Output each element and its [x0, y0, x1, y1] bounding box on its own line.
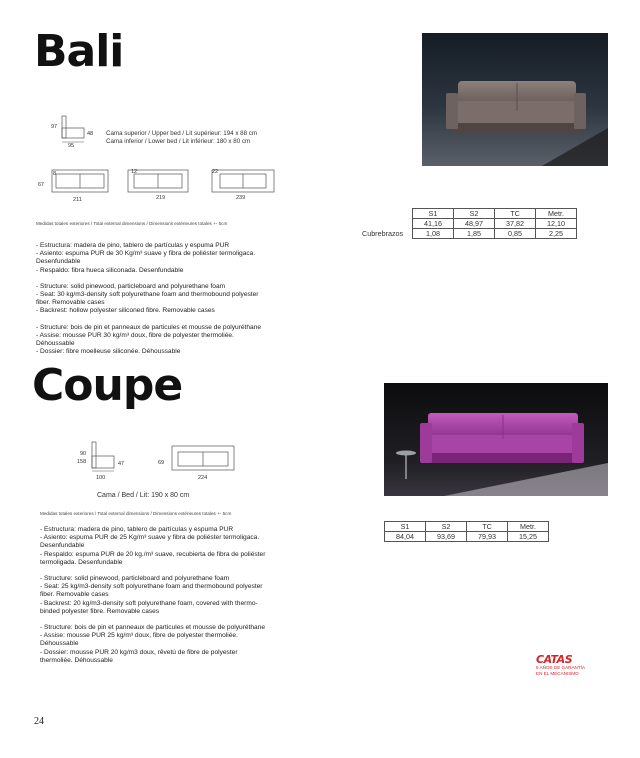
coupe-side-height-bed: 158: [77, 459, 87, 465]
coupe-front-height: 69: [158, 460, 165, 466]
price-header: S1: [385, 522, 426, 532]
price-cell: 15,25: [508, 532, 549, 542]
catas-badge: [536, 654, 606, 677]
desc-line: - Backrest: 20 kg/m3-density soft polyurethane foam, covered with thermo-: [40, 599, 258, 607]
price-cell: 41,16: [413, 219, 454, 229]
bali-front-height: 67: [38, 182, 45, 188]
bali-front-diagrams: [48, 166, 278, 196]
desc-line: - Estructura: madera de pino, tablero de partículas y espuma PUR: [40, 526, 234, 533]
desc-line: - Structure: solid pinewood, particleboard and polyurethane foam: [36, 282, 226, 290]
bali-lower-bed: Cama inferior / Lower bed / Lit inférieur: 180 x 80 cm: [106, 138, 251, 145]
desc-line: - Respaldo: espuma PUR de 20 kg./m³ suave, recubierta de fibra de poliéster: [40, 550, 266, 558]
desc-line: - Seat: 30 kg/m3-density soft polyurethane foam and thermobound polyester: [36, 291, 259, 299]
bali-side-seat: 48: [87, 131, 94, 137]
bali-measure-note: Medidas totales exteriores / Total external dimensions / Dimensions extérieures totales +- 5cm: [36, 221, 228, 226]
desc-line: - Assise: mousse PUR 30 kg/m³ doux, fibre de polyester thermoliée.: [36, 331, 234, 339]
desc-line: - Backrest: hollow polyester siliconed fibre. Removable cases: [36, 307, 215, 315]
price-cell: 12,10: [536, 219, 577, 229]
coupe-description: [40, 526, 370, 665]
price-row-label: [362, 219, 413, 229]
desc-line: - Respaldo: fibra hueca siliconada. Desenfundable: [36, 266, 184, 274]
price-cell: 37,82: [495, 219, 536, 229]
coupe-side-height-top: 90: [80, 451, 87, 457]
price-cell: 1,08: [413, 229, 454, 239]
desc-line: - Estructura: madera de pino, tablero de partículas y espuma PUR: [36, 242, 230, 249]
bali-description: [36, 242, 366, 356]
page-number: 24: [34, 716, 44, 727]
price-header: S1: [413, 209, 454, 219]
desc-line: Déhoussable: [40, 640, 79, 648]
desc-line: termoligada. Desenfundable: [40, 558, 123, 566]
desc-line: - Dossier: mousse PUR 20 kg/m3 doux, rêvetú de fibre de polyester: [40, 648, 238, 656]
bali-width-3: 239: [236, 195, 246, 201]
coupe-sofa-photo: [384, 383, 608, 496]
bali-upper-bed: Cama superior / Upper bed / Lit supérieur: 194 x 88 cm: [106, 130, 257, 137]
coupe-front-diagram: [168, 442, 238, 474]
price-header: S2: [426, 522, 467, 532]
bali-width-2: 219: [156, 195, 166, 201]
desc-line: fiber. Removable cases: [36, 299, 105, 307]
coupe-price-table: [384, 521, 549, 542]
bali-arm-2: 12: [131, 169, 138, 175]
desc-line: - Structure: bois de pin et panneaux de particules et mousse de polyuréthane: [40, 624, 266, 632]
price-cell: 1,85: [454, 229, 495, 239]
price-cell: 0,85: [495, 229, 536, 239]
price-row-label: Cubrebrazos: [362, 229, 404, 238]
desc-line: - Dossier: fibre moelleuse siliconée. Déhoussable: [36, 348, 181, 356]
desc-line: - Seat: 25 kg/m3-density soft polyurethane foam and thermobound polyester: [40, 583, 263, 591]
catas-logo: CATAS: [536, 653, 573, 666]
price-header: S2: [454, 209, 495, 219]
desc-line: binded polyester fibre. Removable cases: [40, 607, 160, 615]
price-cell: 93,69: [426, 532, 467, 542]
coupe-title: Coupe: [32, 360, 183, 411]
bali-width-1: 211: [73, 197, 82, 203]
catas-warranty-line2: EN EL MECANISMO: [536, 671, 579, 676]
price-header: TC: [467, 522, 508, 532]
bali-side-depth: 95: [68, 143, 75, 149]
bali-arm-3: 22: [212, 169, 219, 175]
desc-line: Desenfundable: [36, 258, 81, 266]
bali-side-height: 97: [51, 124, 58, 130]
coupe-measure-note: Medidas totales exteriores / Total external dimensions / Dimensions extérieures totales +- 5cm: [40, 511, 232, 516]
desc-line: thermoliée. Déhoussable: [40, 656, 113, 664]
coupe-side-diagram: [86, 440, 125, 476]
desc-line: - Structure: solid pinewood, particleboard and polyurethane foam: [40, 575, 230, 583]
desc-line: - Asiento: espuma PUR de 30 Kg/m³ suave y fibra de poliéster termoligaca.: [36, 250, 256, 258]
catas-warranty-line1: 5 AÑOS DE GARANTÍA: [536, 665, 586, 670]
price-cell: 2,25: [536, 229, 577, 239]
bali-price-table: [362, 208, 577, 239]
bali-sofa-photo: [422, 33, 608, 166]
desc-line: Déhoussable: [36, 340, 75, 348]
desc-line: - Assise: mousse PUR 25 kg/m³ doux, fibre de polyester thermoliée.: [40, 632, 238, 640]
price-header: Metr.: [536, 209, 577, 219]
coupe-front-width: 224: [198, 475, 208, 481]
price-header: Metr.: [508, 522, 549, 532]
desc-line: fiber. Removable cases: [40, 591, 109, 599]
coupe-side-depth: 100: [96, 475, 106, 481]
coupe-bed: Cama / Bed / Lit: 190 x 80 cm: [97, 492, 190, 499]
bali-arm-1: 8: [53, 171, 57, 177]
desc-line: Desenfundable: [40, 542, 85, 550]
bali-title: Bali: [34, 26, 124, 77]
coupe-side-seat: 47: [118, 461, 125, 467]
price-header: TC: [495, 209, 536, 219]
desc-line: - Structure: bois de pin et panneaux de particules et mousse de polyuréthane: [36, 323, 262, 331]
price-cell: 84,04: [385, 532, 426, 542]
price-cell: 79,93: [467, 532, 508, 542]
desc-line: - Asiento: espuma PUR de 25 Kg/m³ suave y fibra de poliéster termoligaca.: [40, 534, 260, 542]
price-cell: 48,97: [454, 219, 495, 229]
